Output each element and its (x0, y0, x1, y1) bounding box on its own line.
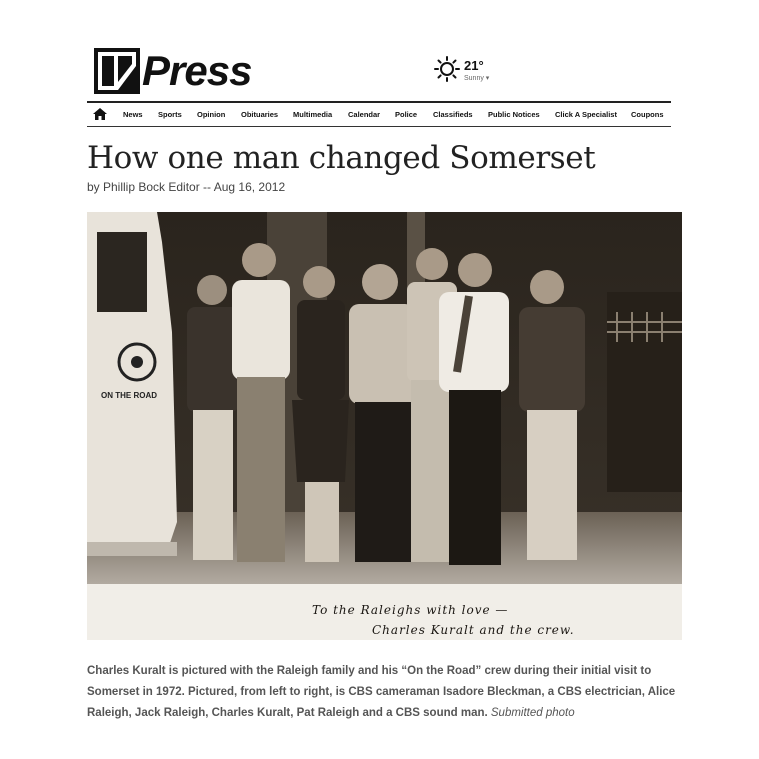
photo-caption (87, 661, 677, 724)
logo-mark-icon (94, 46, 142, 96)
nav-item-opinion[interactable]: Opinion (197, 110, 226, 119)
photo-inscription-line2: Charles Kuralt and the crew. (372, 623, 575, 637)
article-byline: by Phillip Bock Editor -- Aug 16, 2012 (87, 180, 286, 194)
logo-text: Press (142, 47, 252, 94)
van-lettering: ON THE ROAD (101, 391, 157, 400)
main-nav (87, 101, 671, 127)
nav-item-news[interactable]: News (123, 110, 143, 119)
home-icon[interactable] (93, 108, 107, 120)
article-photo (87, 212, 682, 640)
weather-temperature: 21° (464, 58, 484, 73)
sun-icon (434, 56, 460, 82)
photo-credit: Submitted photo (490, 707, 575, 719)
nav-item-coupons[interactable]: Coupons (631, 110, 664, 119)
nav-item-police[interactable]: Police (395, 110, 418, 119)
article-title: How one man changed Somerset (87, 140, 596, 176)
photo-inscription-line1: To the Raleighs with love — (312, 603, 509, 617)
nav-item-click-a-specialist[interactable]: Click A Specialist (555, 110, 617, 119)
nav-item-obituaries[interactable]: Obituaries (241, 110, 279, 119)
caption-text: Charles Kuralt is pictured with the Raleigh family and his “On the Road” crew during their initial visit to Somerset in 1972. Pictured, from left to right, is CBS cameraman Isadore Bleckman, a CBS electrician, Alice Raleigh, Jack Raleigh, Charles Kuralt, Pat Raleigh and a CBS sound man. (87, 665, 676, 719)
nav-item-multimedia[interactable]: Multimedia (293, 110, 333, 119)
nav-item-calendar[interactable]: Calendar (348, 110, 381, 119)
nav-item-classifieds[interactable]: Classifieds (433, 110, 473, 119)
nav-item-public-notices[interactable]: Public Notices (488, 110, 540, 119)
site-logo[interactable] (94, 46, 252, 98)
nav-item-sports[interactable]: Sports (158, 110, 182, 119)
weather-condition-dropdown[interactable]: Sunny ▾ (464, 75, 490, 82)
